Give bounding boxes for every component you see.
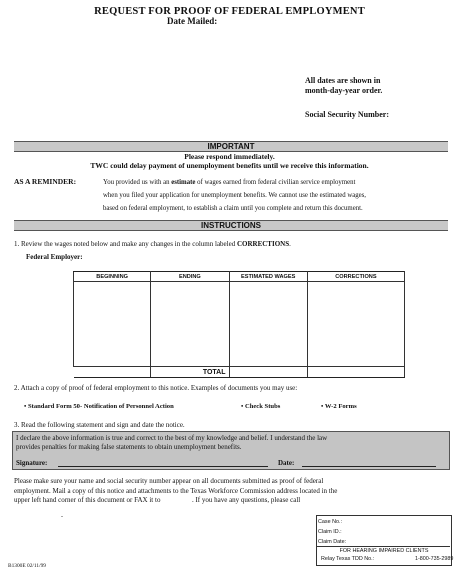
closing-line1: Please make sure your name and social security number appear on all documents submitted as proof of federal — [14, 477, 324, 485]
reminder-label: AS A REMINDER: — [14, 177, 77, 186]
wages-body-row — [74, 282, 405, 367]
dates-note — [305, 76, 445, 96]
step2-text: 2. Attach a copy of proof of federal employment to this notice. Examples of documents you may use: — [14, 384, 298, 392]
closing-dot: . — [61, 510, 63, 519]
signature-line[interactable] — [58, 466, 268, 467]
wages-total-row — [74, 367, 405, 378]
declaration-line1: I declare the above information is true and correct to the best of my knowledge and belief. I understand the law — [16, 434, 328, 442]
col-beginning: BEGINNING — [74, 272, 151, 282]
col-estimated-wages: ESTIMATED WAGES — [229, 272, 307, 282]
dates-note-line2: month-day-year order. — [305, 86, 383, 95]
closing-text — [14, 477, 338, 506]
wages-table — [73, 271, 405, 378]
form-number: B1300E 02/11/99 — [8, 563, 46, 569]
reminder-line1 — [103, 176, 448, 189]
federal-employer-label: Federal Employer: — [26, 253, 83, 261]
col-corrections: CORRECTIONS — [307, 272, 404, 282]
important-line2: TWC could delay payment of unemployment benefits until we receive this information. — [90, 161, 369, 170]
ending-cell[interactable] — [151, 282, 229, 367]
total-blank-1 — [74, 367, 151, 378]
reminder-line1-b: of wages earned from federal civilian service employment — [195, 179, 356, 186]
reminder-line2: when you filed your application for unemployment benefits. We cannot use the estimated wages, — [103, 192, 367, 199]
closing-line2: employment. Mail a copy of this notice and attachments to the Texas Workforce Commission address located in the — [14, 486, 338, 495]
doc-w2-forms: • W-2 Forms — [321, 403, 357, 410]
total-corrections-cell[interactable] — [307, 367, 404, 378]
reminder-text — [103, 176, 448, 215]
form-title: REQUEST FOR PROOF OF FEDERAL EMPLOYMENT — [94, 6, 365, 17]
beginning-cell[interactable] — [74, 282, 151, 367]
important-heading: IMPORTANT — [14, 141, 448, 152]
ssn-label: Social Security Number: — [305, 110, 389, 119]
declaration-text — [16, 434, 444, 452]
step3-text: 3. Read the following statement and sign and date the notice. — [14, 421, 185, 429]
step1-a: 1. Review the wages noted below and make any changes in the column labeled — [14, 240, 237, 248]
reminder-line3: based on federal employment, to establish a claim until you complete and return this document. — [103, 205, 363, 212]
relay-label: Relay Texas TDD No.: — [321, 556, 375, 562]
col-ending: ENDING — [151, 272, 229, 282]
claim-id-label: Claim ID.: — [318, 529, 342, 535]
hearing-impaired-label: FOR HEARING IMPAIRED CLIENTS — [339, 548, 429, 554]
case-no-label: Case No.: — [318, 519, 342, 525]
reminder-estimate: estimate — [171, 179, 196, 186]
instructions-heading: INSTRUCTIONS — [14, 220, 448, 231]
closing-line3: upper left hand corner of this document or FAX it to . If you have any questions, please call — [14, 496, 301, 504]
total-estimated-cell[interactable] — [229, 367, 307, 378]
dates-note-line1: All dates are shown in — [305, 76, 381, 85]
reminder-line1-a: You provided us with an — [103, 179, 172, 186]
doc-standard-form-50: • Standard Form 50- Notification of Personnel Action — [24, 403, 174, 410]
declaration-line2: provides penalties for making false statements to obtain unemployment benefits. — [16, 443, 242, 451]
corrections-cell[interactable] — [307, 282, 404, 367]
estimated-wages-cell[interactable] — [229, 282, 307, 367]
relay-number: 1-800-735-2989 — [415, 556, 454, 562]
date-line[interactable] — [302, 466, 436, 467]
case-box-divider — [316, 546, 450, 547]
step1-end: . — [289, 240, 291, 248]
important-line1: Please respond immediately. — [184, 152, 275, 161]
step1-text — [14, 240, 291, 248]
date-mailed-label: Date Mailed: — [167, 16, 218, 26]
signature-label: Signature: — [16, 459, 48, 467]
date-label: Date: — [278, 459, 295, 467]
wages-header-row — [74, 272, 405, 282]
step1-corrections: CORRECTIONS — [236, 240, 290, 248]
total-label: TOTAL — [151, 367, 229, 378]
doc-check-stubs: • Check Stubs — [241, 403, 281, 410]
claim-date-label: Claim Date: — [318, 539, 347, 545]
